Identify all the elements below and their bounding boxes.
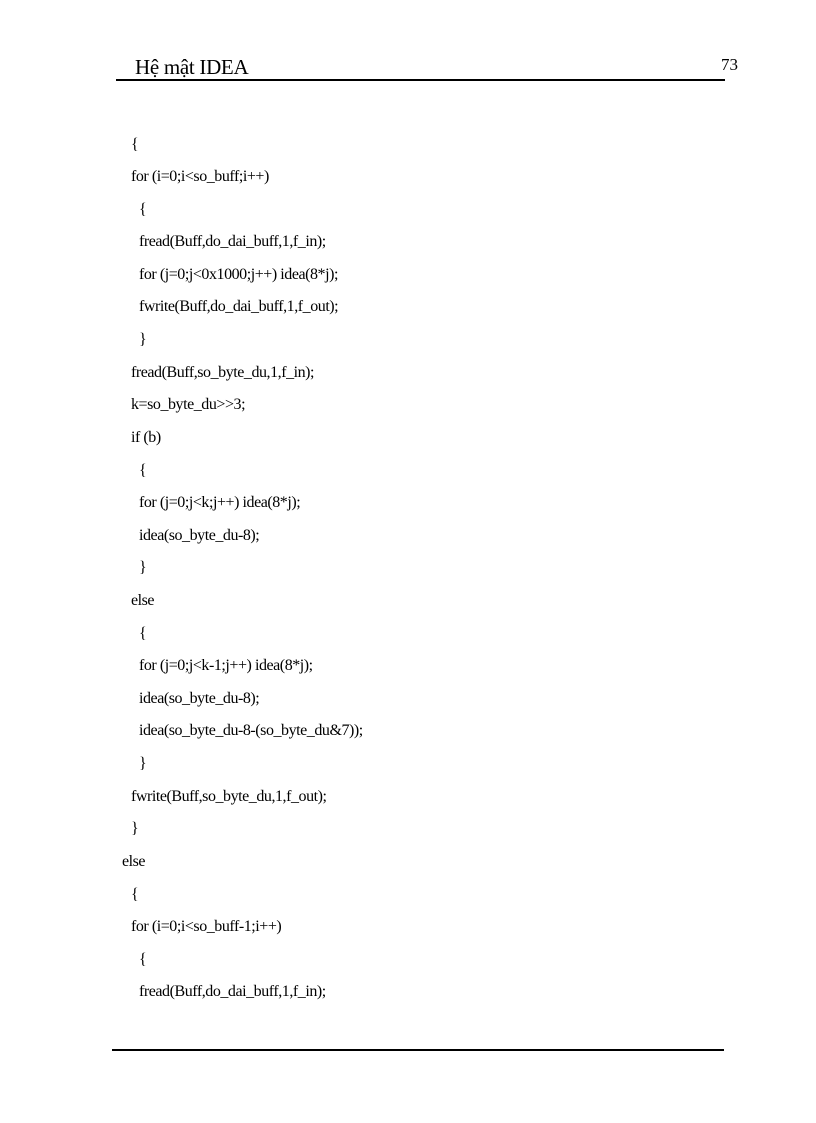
code-line: { [131,886,139,903]
code-line: fread(Buff,do_dai_buff,1,f_in); [139,983,326,1000]
code-line: } [131,820,139,837]
code-line: for (i=0;i<so_buff;i++) [131,168,269,185]
code-line: fwrite(Buff,do_dai_buff,1,f_out); [139,298,339,315]
code-line: if (b) [131,429,161,446]
code-line: } [139,559,147,576]
code-line: } [139,331,147,348]
code-line: { [131,136,139,153]
code-line: idea(so_byte_du-8); [139,527,260,544]
code-line: for (j=0;j<k;j++) idea(8*j); [139,494,301,511]
code-line: for (j=0;j<k-1;j++) idea(8*j); [139,657,313,674]
code-line: else [131,592,155,609]
code-line: { [139,201,147,218]
code-line: idea(so_byte_du-8-(so_byte_du&7)); [139,722,363,739]
code-line: { [139,951,147,968]
code-line: } [139,755,147,772]
code-line: fread(Buff,do_dai_buff,1,f_in); [139,233,326,250]
code-line: for (i=0;i<so_buff-1;i++) [131,918,282,935]
code-line: { [139,625,147,642]
footer-rule [112,1049,724,1051]
code-line: for (j=0;j<0x1000;j++) idea(8*j); [139,266,338,283]
code-line: k=so_byte_du>>3; [131,396,246,413]
code-line: idea(so_byte_du-8); [139,690,260,707]
code-line: fread(Buff,so_byte_du,1,f_in); [131,364,315,381]
code-line: else [122,853,146,870]
code-line: { [139,462,147,479]
code-line: fwrite(Buff,so_byte_du,1,f_out); [131,788,327,805]
page-number: 73 [721,55,738,74]
running-header-title: Hệ mật IDEA [135,55,249,79]
